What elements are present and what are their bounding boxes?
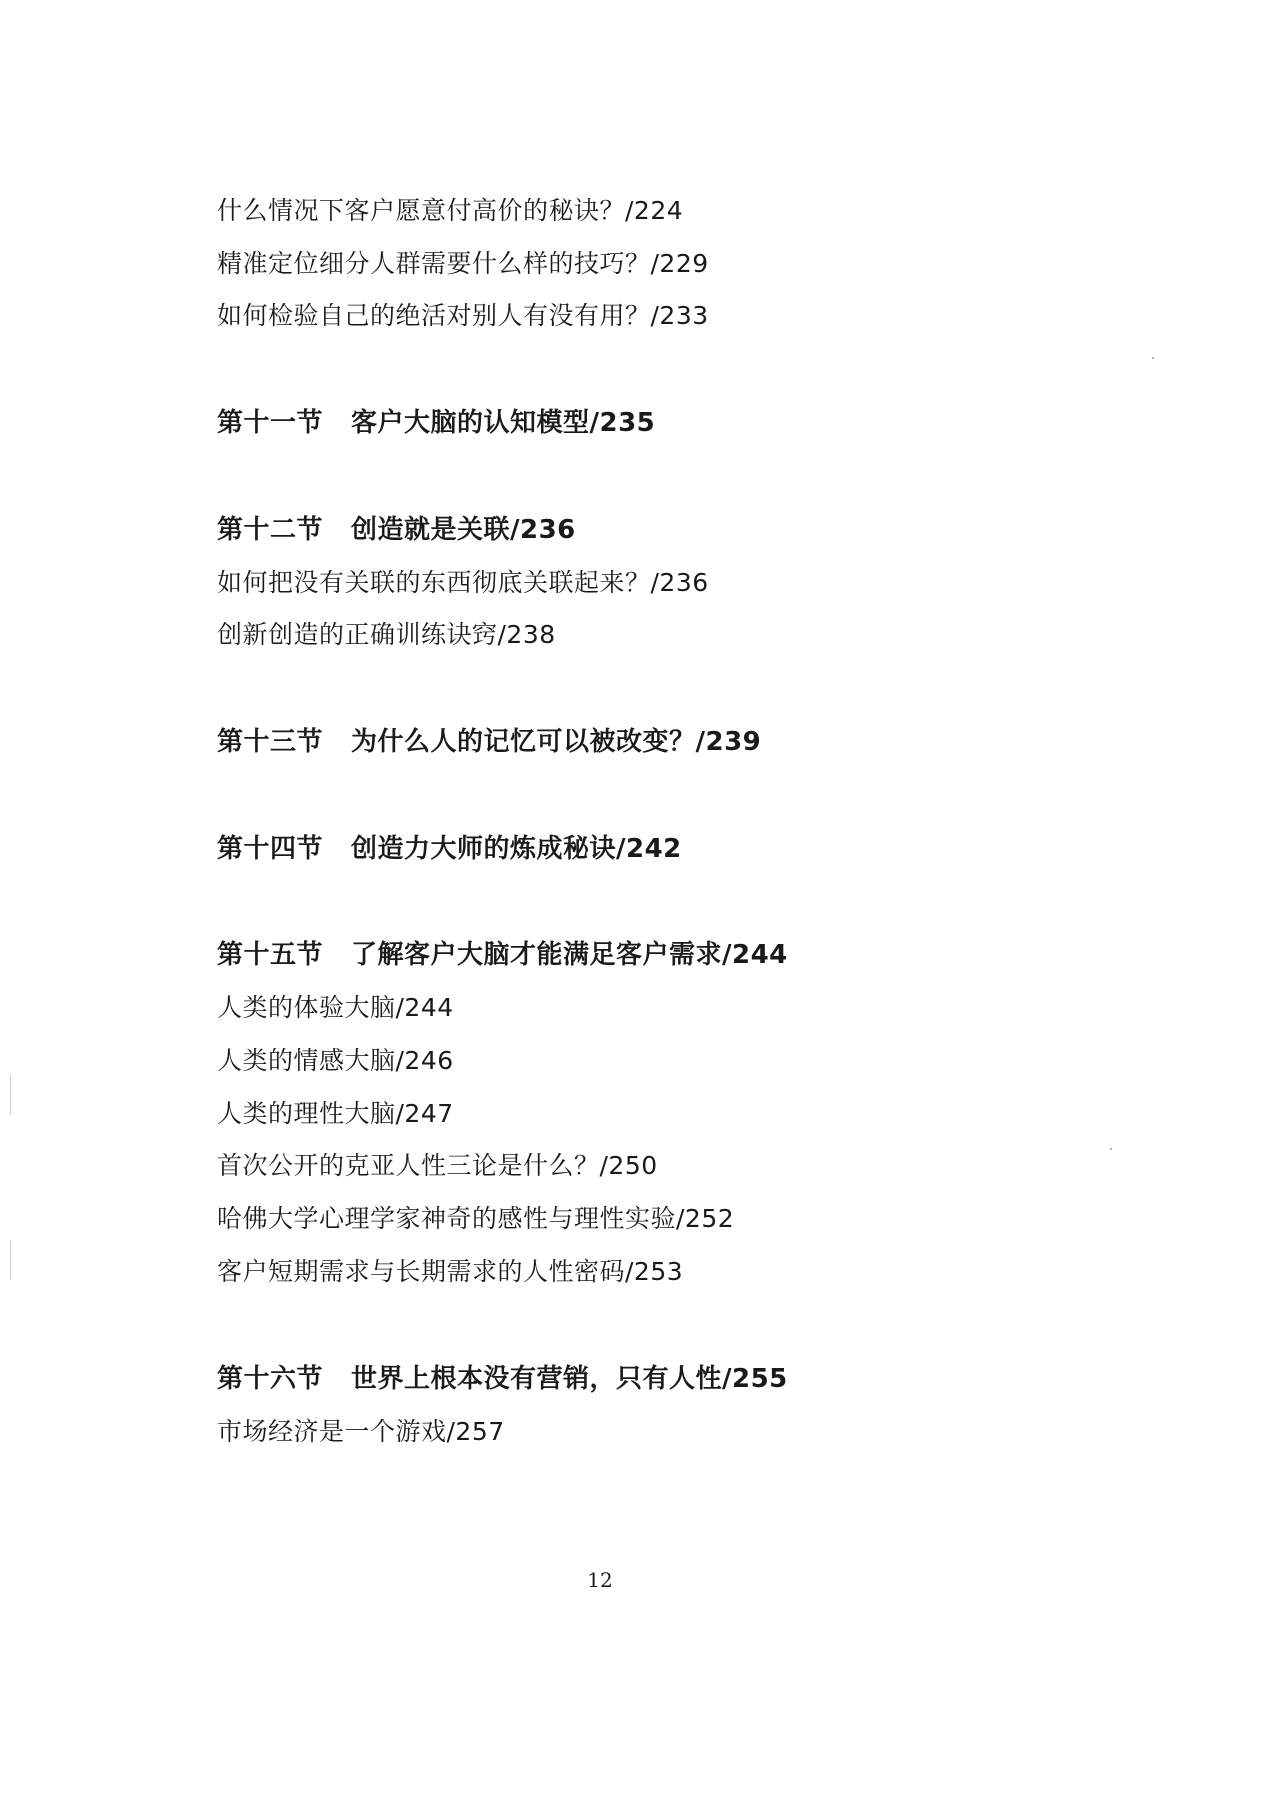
section-number: 第十五节 — [217, 940, 324, 970]
section-number: 第十四节 — [217, 834, 324, 864]
scan-speck — [1152, 357, 1154, 359]
toc-item: 人类的情感大脑/246 — [217, 1046, 454, 1075]
toc-section-heading — [217, 1362, 788, 1396]
toc-section-heading — [217, 938, 788, 972]
section-number: 第十三节 — [217, 727, 324, 757]
section-title: 客户大脑的认知模型/235 — [351, 408, 656, 438]
section-number: 第十一节 — [217, 408, 324, 438]
scan-speck — [1110, 1148, 1112, 1150]
section-number: 第十六节 — [217, 1364, 324, 1394]
toc-section-heading — [217, 725, 761, 759]
toc-item: 人类的体验大脑/244 — [217, 993, 454, 1022]
toc-item: 市场经济是一个游戏/257 — [217, 1417, 505, 1446]
section-title: 创造就是关联/236 — [351, 515, 576, 545]
section-title: 了解客户大脑才能满足客户需求/244 — [351, 940, 788, 970]
toc-item: 如何把没有关联的东西彻底关联起来？/236 — [217, 568, 709, 597]
toc-item: 创新创造的正确训练诀窍/238 — [217, 620, 556, 649]
toc-section-heading — [217, 513, 576, 547]
toc-item: 精准定位细分人群需要什么样的技巧？/229 — [217, 249, 709, 278]
toc-item: 如何检验自己的绝活对别人有没有用？/233 — [217, 301, 709, 330]
toc-item: 首次公开的克亚人性三论是什么？/250 — [217, 1151, 658, 1180]
scan-speck — [10, 1240, 11, 1280]
section-number: 第十二节 — [217, 515, 324, 545]
toc-item: 哈佛大学心理学家神奇的感性与理性实验/252 — [217, 1204, 735, 1233]
toc-item: 客户短期需求与长期需求的人性密码/253 — [217, 1257, 684, 1286]
section-title: 世界上根本没有营销，只有人性/255 — [351, 1364, 788, 1394]
scan-speck — [10, 1075, 11, 1115]
section-title: 创造力大师的炼成秘诀/242 — [351, 834, 682, 864]
page-number: 12 — [587, 1568, 613, 1592]
toc-section-heading — [217, 832, 682, 866]
section-title: 为什么人的记忆可以被改变？/239 — [351, 727, 762, 757]
toc-item: 什么情况下客户愿意付高价的秘诀？/224 — [217, 196, 684, 225]
toc-item: 人类的理性大脑/247 — [217, 1099, 454, 1128]
toc-section-heading — [217, 406, 655, 440]
